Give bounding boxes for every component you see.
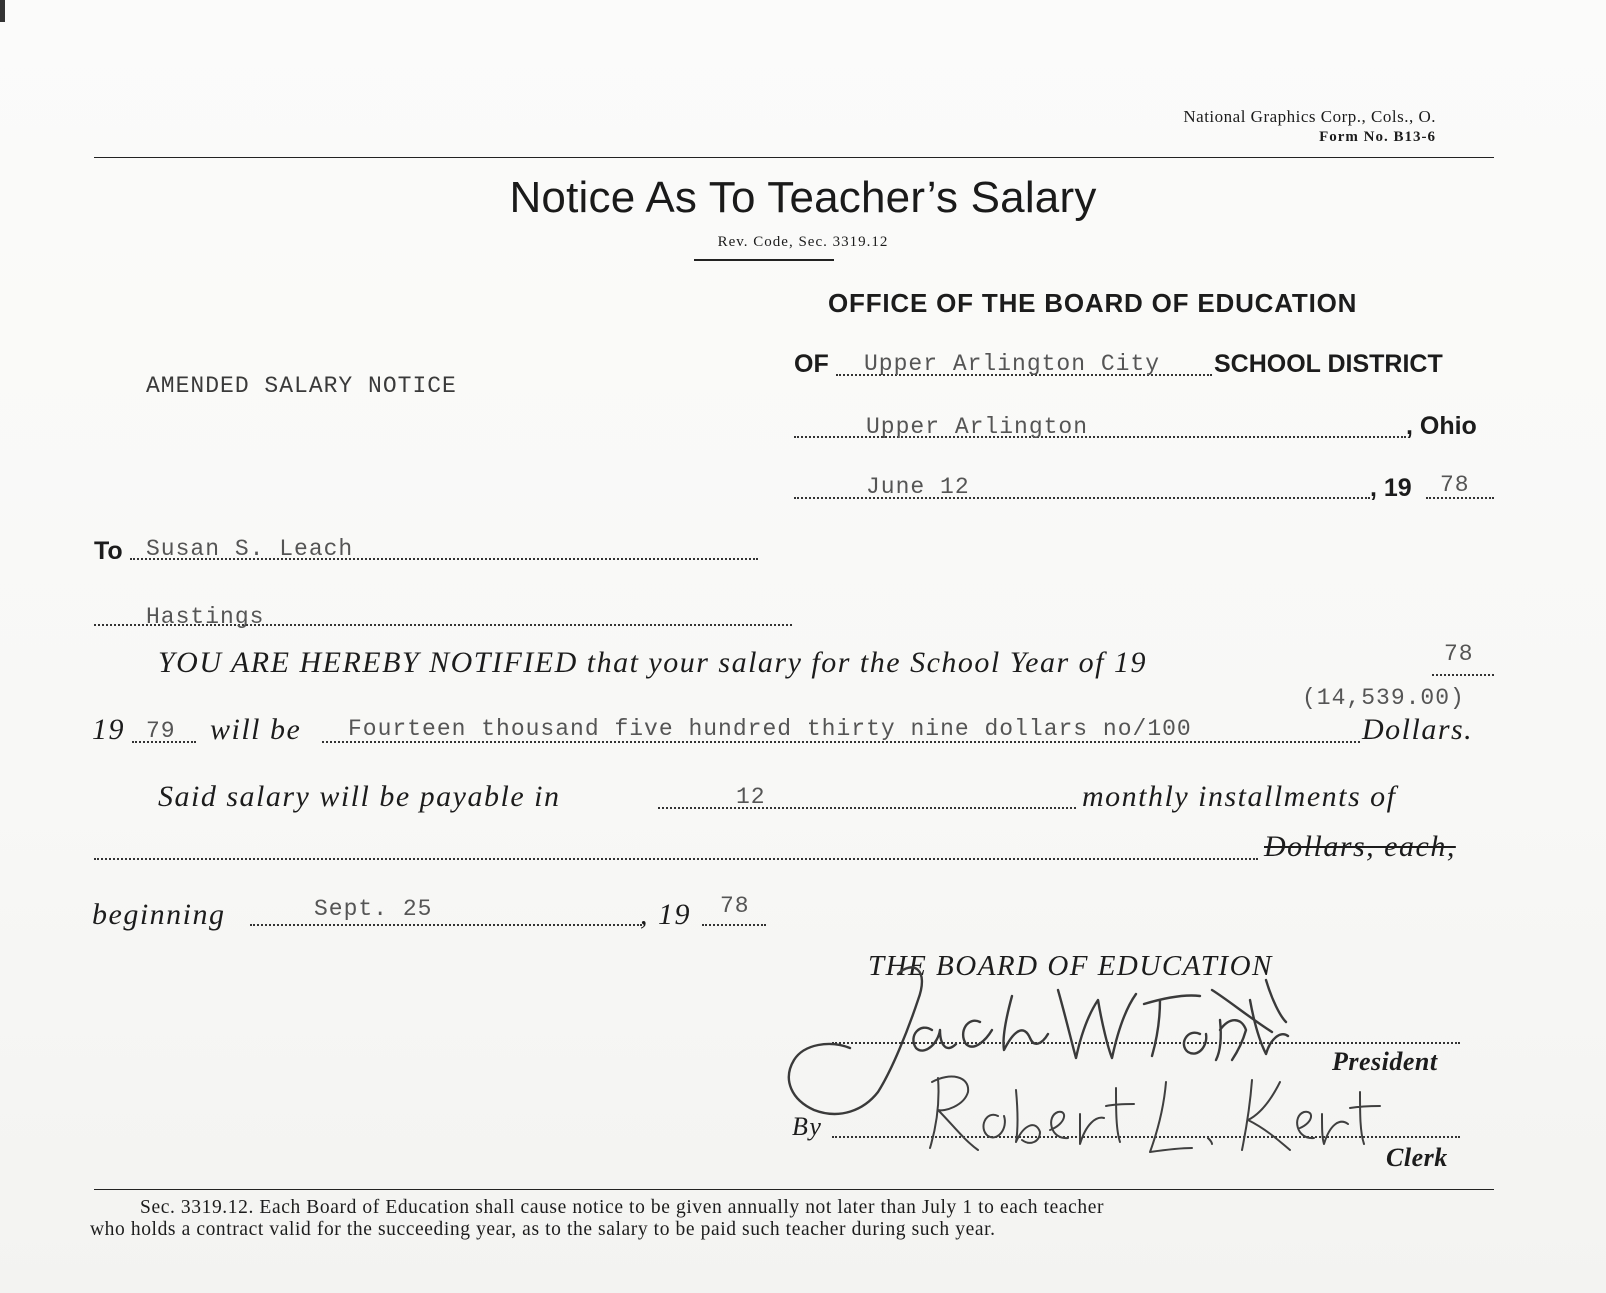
notice-line-1: YOU ARE HEREBY NOTIFIED that your salary for the School Year of 19 <box>158 646 1147 679</box>
will-be-label: will be <box>210 713 302 746</box>
form-number: Form No. B13-6 <box>1319 129 1436 145</box>
to-label: To <box>94 537 123 565</box>
office-heading: OFFICE OF THE BOARD OF EDUCATION <box>828 288 1358 318</box>
amended-label: AMENDED SALARY NOTICE <box>146 373 457 399</box>
start-date-line <box>250 924 642 926</box>
start-year-line <box>702 924 766 926</box>
printer-credit: National Graphics Corp., Cols., O. <box>1183 107 1436 126</box>
dollars-each-text: Dollars, each, <box>1264 830 1456 863</box>
amount-numeric-value: (14,539.00) <box>1302 685 1465 711</box>
installments-count-line <box>658 807 1076 809</box>
installments-count-value: 12 <box>736 784 766 810</box>
subtitle-underline <box>694 259 834 261</box>
date-year-value: 78 <box>1440 472 1470 498</box>
recipient-name-value: Susan S. Leach <box>146 536 354 562</box>
school-year-start-value: 78 <box>1444 641 1474 667</box>
payable-label: Said salary will be payable in <box>158 780 561 813</box>
by-label: By <box>792 1112 823 1141</box>
board-heading: THE BOARD OF EDUCATION <box>868 950 1273 982</box>
amount-words-value: Fourteen thousand five hundred thirty nine dollars no/100 <box>348 716 1192 742</box>
code-reference: Rev. Code, Sec. 3319.12 <box>717 234 889 250</box>
state-label: , Ohio <box>1406 412 1477 440</box>
footer-rule <box>94 1189 1494 1190</box>
clerk-signature <box>920 1058 1340 1178</box>
dollars-each-label <box>1264 830 1456 864</box>
scan-edge-mark <box>0 0 5 22</box>
date-year-prefix: , 19 <box>1370 474 1412 502</box>
city-value: Upper Arlington <box>866 414 1089 440</box>
footer-line-1: Sec. 3319.12. Each Board of Education shall cause notice to be given annually not later than July 1 to each teacher <box>140 1197 1105 1218</box>
president-label: President <box>1332 1047 1438 1076</box>
page-title: Notice As To Teacher’s Salary <box>509 173 1097 222</box>
start-year-value: 78 <box>720 893 750 919</box>
header-rule <box>94 157 1494 158</box>
start-year-prefix: , 19 <box>640 898 691 931</box>
school-year-end-value: 79 <box>146 718 176 744</box>
of-label: OF <box>794 350 829 378</box>
clerk-label: Clerk <box>1386 1143 1448 1172</box>
recipient-address-value: Hastings <box>146 604 265 630</box>
installment-amount-line <box>94 858 1258 860</box>
school-district-label: SCHOOL DISTRICT <box>1214 350 1443 378</box>
dollars-label: Dollars. <box>1362 713 1474 746</box>
school-year-start-line <box>1432 674 1494 676</box>
footer-statute-note <box>90 1197 1500 1241</box>
beginning-label: beginning <box>92 898 226 931</box>
installments-label: monthly installments of <box>1082 780 1397 813</box>
date-value: June 12 <box>866 474 970 500</box>
district-name-value: Upper Arlington City <box>864 351 1161 377</box>
footer-line-2: who holds a contract valid for the succeeding year, as to the salary to be paid such teacher during such year. <box>90 1219 996 1240</box>
year2-prefix: 19 <box>92 713 125 746</box>
start-date-value: Sept. 25 <box>314 896 433 922</box>
